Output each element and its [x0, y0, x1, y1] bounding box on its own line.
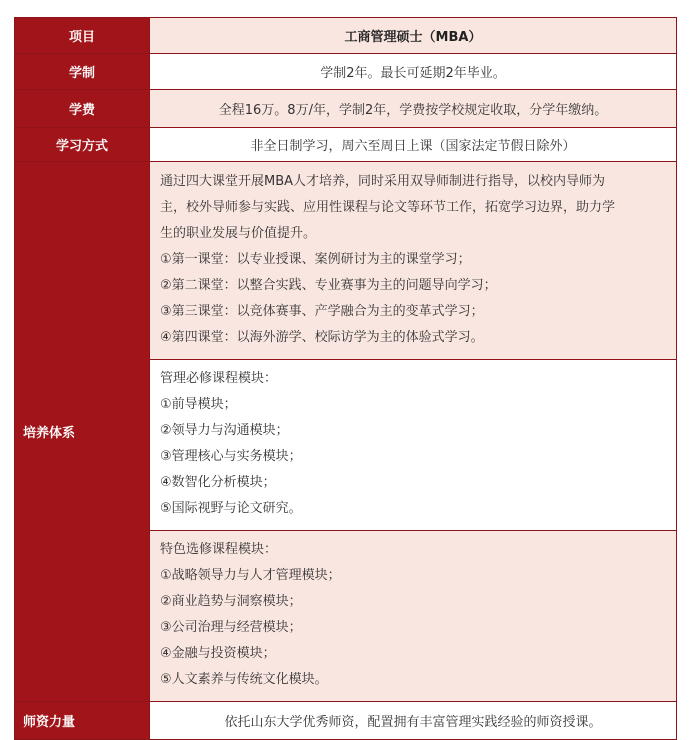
tuition-row	[15, 90, 677, 128]
study-mode-value: 非全日制学习，周六至周日上课（国家法定节假日除外）	[150, 128, 677, 162]
classroom-item: ③第三课堂：以竞体赛事、产学融合为主的变革式学习；	[160, 303, 484, 319]
tuition-value: 全程16万。8万/年，学制2年，学费按学校规定收取，分学年缴纳。	[150, 90, 677, 128]
duration-label: 学制	[15, 54, 150, 90]
intro-line: 通过四大课堂开展MBA人才培养，同时采用双导师制进行指导，以校内导师为	[160, 173, 606, 189]
elective-course-item: ①战略领导力与人才管理模块；	[160, 568, 341, 583]
faculty-value: 依托山东大学优秀师资，配置拥有丰富管理实践经验的师资授课。	[150, 702, 677, 740]
tuition-label: 学费	[15, 90, 150, 128]
faculty-label: 师资力量	[15, 702, 150, 740]
classroom-item: ②第二课堂：以整合实践、专业赛事为主的问题导向学习；	[160, 277, 497, 293]
faculty-row	[15, 702, 677, 740]
header-label: 项目	[15, 18, 150, 54]
training-intro-cell	[150, 162, 677, 360]
elective-courses-title: 特色选修课程模块：	[160, 542, 278, 557]
program-table	[14, 17, 677, 740]
training-intro-row	[15, 162, 677, 360]
classroom-item: ①第一课堂：以专业授课、案例研讨为主的课堂学习；	[160, 251, 471, 267]
study-mode-label: 学习方式	[15, 128, 150, 162]
classroom-item: ④第四课堂：以海外游学、校际访学为主的体验式学习。	[160, 329, 484, 345]
intro-line: 主，校外导师参与实践、应用性课程与论文等环节工作，拓宽学习边界，助力学	[160, 199, 616, 215]
program-name: 工商管理硕士（MBA）	[150, 18, 677, 54]
intro-line: 生的职业发展与价值提升。	[160, 225, 317, 241]
training-label: 培养体系	[15, 162, 150, 702]
duration-value: 学制2年。最长可延期2年毕业。	[150, 54, 677, 90]
required-course-item: ②领导力与沟通模块；	[160, 423, 289, 438]
study-mode-row	[15, 128, 677, 162]
duration-row	[15, 54, 677, 90]
required-courses-title: 管理必修课程模块：	[160, 371, 278, 386]
header-row	[15, 18, 677, 54]
elective-course-item: ②商业趋势与洞察模块；	[160, 594, 302, 609]
required-course-item: ③管理核心与实务模块；	[160, 449, 302, 464]
elective-course-item: ④金融与投资模块；	[160, 646, 276, 661]
required-course-item: ④数智化分析模块；	[160, 475, 276, 490]
required-courses-cell	[150, 360, 677, 531]
elective-course-item: ⑤人文素养与传统文化模块。	[160, 672, 328, 687]
required-course-item: ⑤国际视野与论文研究。	[160, 501, 302, 516]
elective-courses-cell	[150, 531, 677, 702]
required-course-item: ①前导模块；	[160, 397, 237, 412]
elective-course-item: ③公司治理与经营模块；	[160, 620, 302, 635]
